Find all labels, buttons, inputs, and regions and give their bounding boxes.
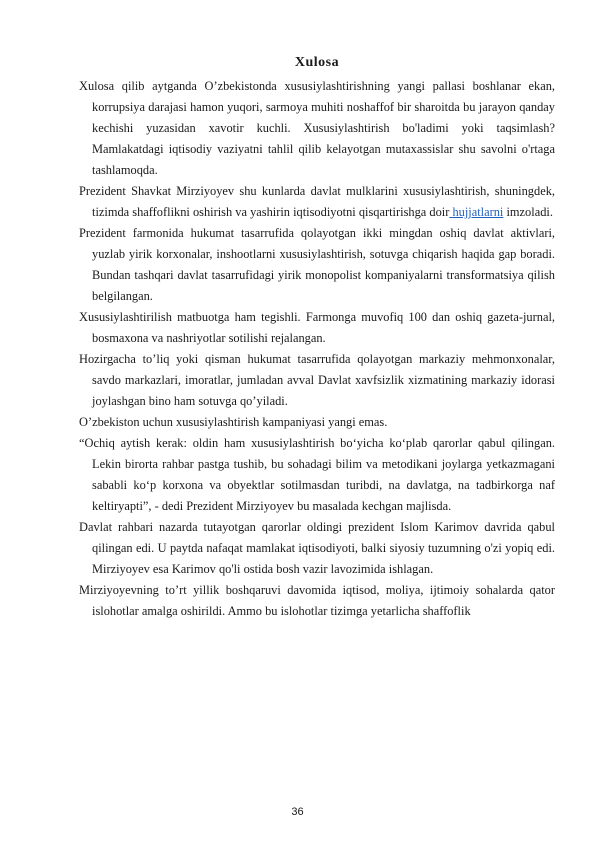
paragraph-5: Hozirgacha to’liq yoki qisman hukumat tasarrufida qolayotgan markaziy mehmonxonalar, savdo markazlari, imoratlar, jumladan avval Davlat xavfsizlik xizmatining markaziy idorasi joylashgan bino ham sotuvga qo’yiladi.: [79, 352, 555, 408]
paragraph-6: O’zbekiston uchun xususiylashtirish kampaniyasi yangi emas.: [79, 415, 388, 429]
paragraph-8: Davlat rahbari nazarda tutayotgan qarorlar oldingi prezident Islom Karimov davrida qabul qilingan edi. U paytda nafaqat mamlakat iqtisodiyoti, balki siyosiy tuzumning o'zi yopiq edi. Mirziyoyev esa Karimov qo'li ostida bosh vazir lavozimida ishlagan.: [79, 520, 555, 576]
paragraph-2-text-after: imzoladi.: [503, 205, 553, 219]
page-number: 36: [291, 806, 304, 818]
paragraph-7: “Ochiq aytish kerak: oldin ham xususiylashtirish boʻyicha koʻplab qarorlar qabul qilingan. Lekin birorta rahbar pastga tushib, bu sohadagi bilim va metodikani joylarga yetkazmagani sababli koʻp korxona va obyektlar sotilmasdan turibdi, na davlatga, na tadbirkorga naf keltiryapti”, - dedi Prezident Mirziyoyev bu masalada kechgan majlisda.: [79, 436, 555, 513]
paragraph-3: Prezident farmonida hukumat tasarrufida qolayotgan ikki mingdan oshiq davlat aktivlari, yuzlab yirik korxonalar, inshootlarni xususiylashtirish, sotuvga chiqarish haqida gap boradi. Bundan tashqari davlat tasarrufidagi yirik monopolist kompaniyalarni transformatsiya qilish belgilangan.: [79, 226, 555, 303]
paragraph-1: Xulosa qilib aytganda O’zbekistonda xususiylashtirishning yangi pallasi boshlanar ekan, korrupsiya darajasi hamon yuqori, sarmoya muhiti noshaffof bir sharoitda bu jarayon qanday kechishi yuzasidan xavotir kuchli. Xususiylashtirish bo'ladimi yoki taqsimlash? Mamlakatdagi iqtisodiy vaziyatni tahlil qilib kelayotgan mutaxassislar shu savolni o'rtaga tashlamoqda.: [79, 79, 555, 177]
section-title: Xulosa: [294, 55, 340, 70]
paragraph-2: [79, 181, 555, 223]
document-body: [79, 54, 555, 622]
paragraph-9: Mirziyoyevning to’rt yillik boshqaruvi davomida iqtisod, moliya, ijtimoiy sohalarda qator islohotlar amalga oshirildi. Ammo bu islohotlar tizimga yetarlicha shaffoflik: [79, 583, 555, 618]
paragraph-4: Xususiylashtirilish matbuotga ham tegishli. Farmonga muvofiq 100 dan oshiq gazeta-jurnal, bosmaxona va nashriyotlar sotilishi rejalangan.: [79, 310, 555, 345]
paragraph-2-text-before: Prezident Shavkat Mirziyoyev shu kunlarda davlat mulklarini xususiylashtirish, shuningdek, tizimda shaffoflikni oshirish va yashirin iqtisodiyotni qisqartirishga doir: [79, 184, 555, 219]
hujjatlarni-link[interactable]: hujjatlarni: [449, 205, 504, 219]
